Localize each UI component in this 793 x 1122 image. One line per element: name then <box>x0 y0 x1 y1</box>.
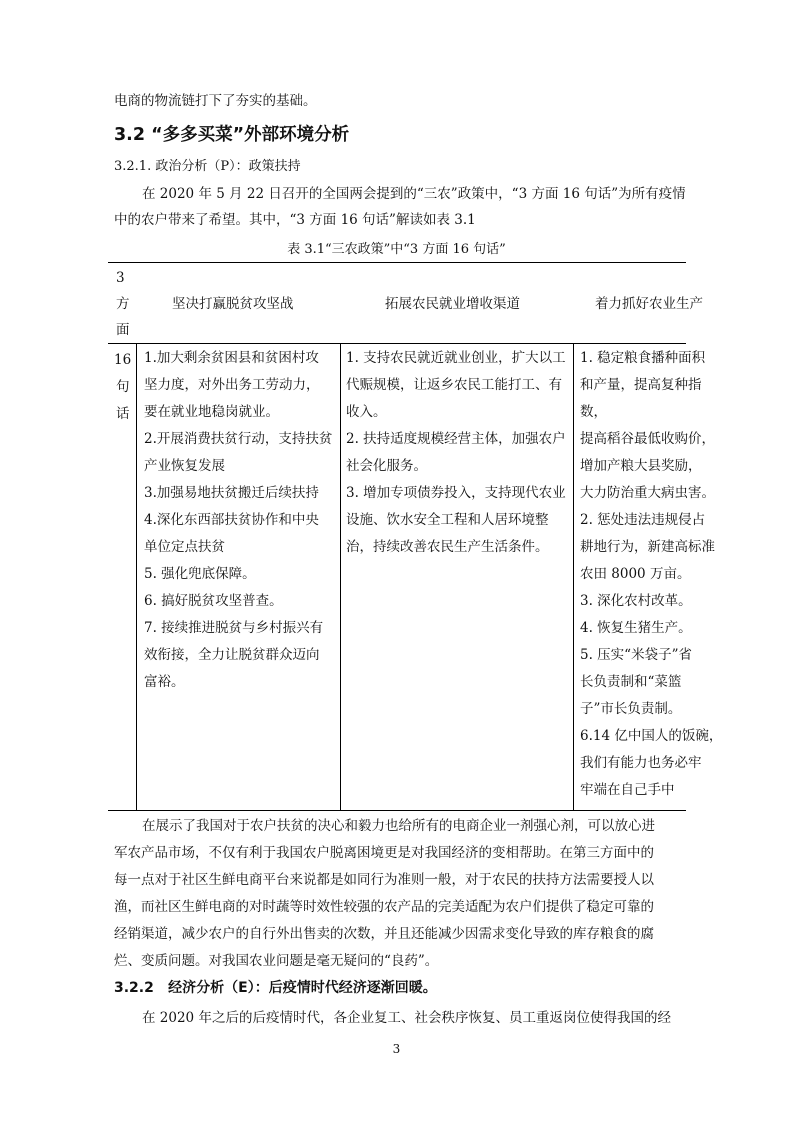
cell-line: 6. 搞好脱贫攻坚普查。 <box>144 593 283 609</box>
cell-line: 坚力度，对外出务工劳动力， <box>144 377 320 393</box>
cell-line: 我们有能力也务必牢 <box>580 755 702 771</box>
cell-line: 3.加强易地扶贫搬迁后续扶持 <box>144 485 319 501</box>
cell-line: 5. 强化兜底保障。 <box>144 566 256 582</box>
page-number: 3 <box>392 1042 401 1056</box>
paragraph-line: 渔，而社区生鲜电商的对时蔬等时效性较强的农产品的完美适配为农户们提供了稳定可靠的 <box>114 899 654 915</box>
column-header: 坚决打赢脱贫攻坚战 <box>172 296 294 312</box>
cell-line: 7. 接续推进脱贫与乡村振兴有 <box>144 620 324 636</box>
column-header: 着力抓好农业生产 <box>595 296 703 312</box>
cell-line: 要在就业地稳岗就业。 <box>144 404 279 420</box>
paragraph-line: 军农产品市场，不仅有利于我国农户脱离困境更是对我国经济的变相帮助。在第三方面中的 <box>114 845 654 861</box>
table-vline <box>340 343 341 810</box>
cell-line: 子”市长负责制。 <box>580 701 682 717</box>
cell-line: 农田 8000 万亩。 <box>580 566 691 582</box>
cell-line: 1. 支持农民就近就业创业，扩大以工 <box>346 350 566 366</box>
cell-line: 单位定点扶贫 <box>144 539 225 555</box>
paragraph-line: 在 2020 年之后的后疫情时代，各企业复工、社会秩序恢复、员工重返岗位使得我国的经 <box>142 1010 671 1026</box>
cell-line: 4.深化东西部扶贫协作和中央 <box>144 512 319 528</box>
section-heading-3-2: 3.2 “多多买菜”外部环境分析 <box>114 125 350 145</box>
table-vline <box>136 343 137 810</box>
table-top-rule <box>108 262 686 263</box>
subsection-heading-3-2-1: 3.2.1. 政治分析（P）：政策扶持 <box>114 159 301 174</box>
cell-line: 牢端在自己手中 <box>580 782 675 798</box>
column-header: 拓展农民就业增收渠道 <box>385 296 520 312</box>
cell-line: 社会化服务。 <box>346 458 427 474</box>
table-caption: 表 3.1“三农政策”中“3 方面 16 句话” <box>287 242 506 257</box>
cell-line: 耕地行为，新建高标准 <box>580 539 715 555</box>
cell-line: 1.加大剩余贫困县和贫困村攻 <box>144 350 319 366</box>
cell-line: 5. 压实“米袋子”省 <box>580 647 692 663</box>
cell-line: 提高稻谷最低收购价， <box>580 431 715 447</box>
paragraph-line: 每一点对于社区生鲜电商平台来说都是如同行为准则一般，对于农民的扶持方法需要授人以 <box>114 872 654 888</box>
cell-line: 增加产粮大县奖励， <box>580 458 702 474</box>
cell-line: 3. 深化农村改革。 <box>580 593 692 609</box>
cell-line: 2. 惩处违法违规侵占 <box>580 512 706 528</box>
paragraph-line: 经销渠道，减少农户的自行外出售卖的次数，并且还能减少因需求变化导致的库存粮食的腐 <box>114 926 654 942</box>
cell-line: 收入。 <box>346 404 387 420</box>
cell-line: 治，持续改善农民生产生活条件。 <box>346 539 549 555</box>
table-vline <box>573 343 574 810</box>
paragraph-line: 在展示了我国对于农户扶贫的决心和毅力也给所有的电商企业一剂强心剂，可以放心进 <box>142 818 655 834</box>
cell-line: 富裕。 <box>144 674 185 690</box>
cell-line: 产业恢复发展 <box>144 458 225 474</box>
cell-line: 4. 恢复生猪生产。 <box>580 620 692 636</box>
cell-line: 效衔接，全力让脱贫群众迈向 <box>144 647 320 663</box>
cell-line: 3. 增加专项债券投入，支持现代农业 <box>346 485 566 501</box>
cell-line: 大力防治重大病虫害。 <box>580 485 715 501</box>
cell-line: 2. 扶持适度规模经营主体，加强农户 <box>346 431 566 447</box>
cell-line: 数， <box>580 404 607 420</box>
table-header-rule <box>108 343 686 344</box>
subsection-heading-3-2-2 <box>114 978 437 998</box>
intro-line: 电商的物流链打下了夯实的基础。 <box>114 93 317 109</box>
paragraph-line: 烂、变质问题。对我国农业问题是毫无疑问的“良药”。 <box>114 953 439 969</box>
cell-line: 长负责制和“菜篮 <box>580 674 682 690</box>
cell-line: 6.14 亿中国人的饭碗， <box>580 728 723 744</box>
cell-line: 设施、饮水安全工程和人居环境整 <box>346 512 549 528</box>
paragraph-line: 中的农户带来了希望。其中，“3 方面 16 句话”解读如表 3.1 <box>114 212 476 228</box>
paragraph-line: 在 2020 年 5 月 22 日召开的全国两会提到的“三农”政策中，“3 方面 16 句话”为所有疫情 <box>142 186 686 202</box>
cell-line: 代赈规模，让返乡农民工能打工、有 <box>346 377 562 393</box>
cell-line: 和产量，提高复种指 <box>580 377 702 393</box>
cell-line: 1. 稳定粮食播种面积 <box>580 350 706 366</box>
heading-number: 3.2.2 <box>114 980 154 996</box>
cell-line: 2.开展消费扶贫行动，支持扶贫 <box>144 431 333 447</box>
table-bottom-rule <box>108 810 686 811</box>
heading-text: 经济分析（E）：后疫情时代经济逐渐回暖。 <box>168 980 437 996</box>
